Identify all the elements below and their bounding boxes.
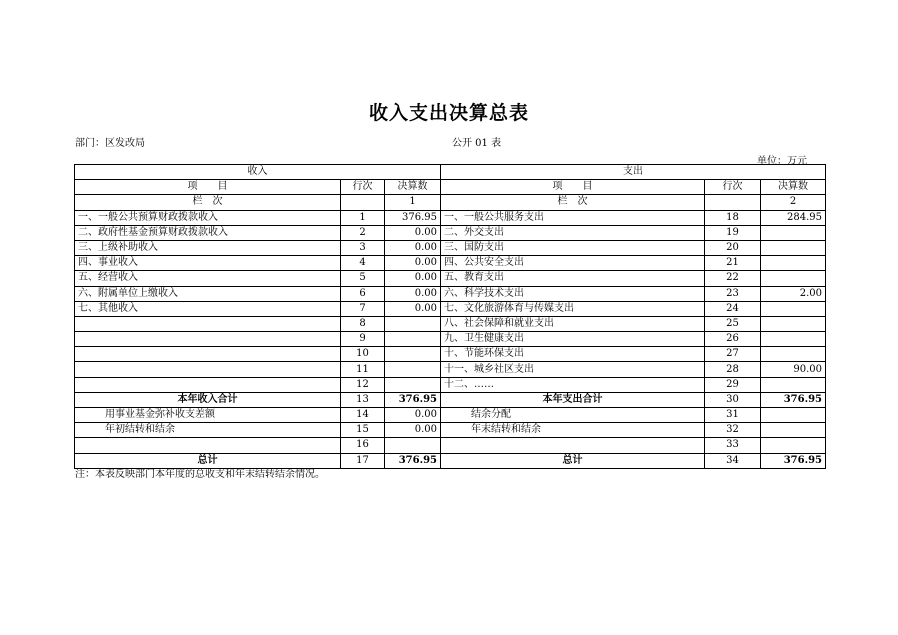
- expense-seq-header: 行次: [705, 180, 761, 195]
- expense-seq-no: 25: [705, 316, 761, 331]
- expense-amount: 284.95: [761, 210, 826, 225]
- expense-seq-no: 20: [705, 240, 761, 255]
- income-seq-no: 15: [341, 423, 385, 438]
- expense-item-name: 三、国防支出: [441, 240, 705, 255]
- expense-item-name: 七、文化旅游体育与传媒支出: [441, 301, 705, 316]
- expense-amount: [761, 316, 826, 331]
- expense-amount: [761, 438, 826, 453]
- table-row: [75, 377, 826, 392]
- column-header-row: [75, 180, 826, 195]
- income-item-name: [75, 438, 341, 453]
- expense-amount: [761, 332, 826, 347]
- expense-item-name: 四、公共安全支出: [441, 256, 705, 271]
- expense-seq-no: 24: [705, 301, 761, 316]
- income-seq-no: 5: [341, 271, 385, 286]
- expense-column-number: 2: [761, 195, 826, 210]
- income-amount: 376.95: [385, 210, 441, 225]
- income-item-name: 四、事业收入: [75, 256, 341, 271]
- expense-seq-no: 33: [705, 438, 761, 453]
- expense-item-name: 十一、城乡社区支出: [441, 362, 705, 377]
- unit-label: 单位：万元: [757, 156, 807, 167]
- department-label: 部门：区发改局: [75, 138, 145, 149]
- income-expense-table: [74, 164, 826, 469]
- expense-item-name: 十二、……: [441, 377, 705, 392]
- income-item-name: 一、一般公共预算财政拨款收入: [75, 210, 341, 225]
- income-amount: [385, 362, 441, 377]
- expense-seq-no: 31: [705, 408, 761, 423]
- expense-item-name: [441, 438, 705, 453]
- income-seq-header: 行次: [341, 180, 385, 195]
- expense-amount: [761, 256, 826, 271]
- income-amount: 376.95: [385, 392, 441, 407]
- expense-seq-no: 22: [705, 271, 761, 286]
- income-item-header: 项 目: [75, 180, 341, 195]
- expense-seq-no: 30: [705, 392, 761, 407]
- income-item-name: [75, 316, 341, 331]
- income-item-name: 五、经营收入: [75, 271, 341, 286]
- table-row: [75, 240, 826, 255]
- income-item-name: 本年收入合计: [75, 392, 341, 407]
- expense-amount: 376.95: [761, 392, 826, 407]
- income-seq-no: 12: [341, 377, 385, 392]
- income-item-name: 三、上级补助收入: [75, 240, 341, 255]
- table-row: [75, 271, 826, 286]
- page-title: 收入支出决算总表: [368, 102, 529, 124]
- expense-seq-no: 34: [705, 453, 761, 468]
- income-column-label: 栏 次: [75, 195, 341, 210]
- income-seq-no: 9: [341, 332, 385, 347]
- income-amount: [385, 438, 441, 453]
- income-seq-no: 8: [341, 316, 385, 331]
- income-item-name: 年初结转和结余: [75, 423, 341, 438]
- income-item-name: 六、附属单位上缴收入: [75, 286, 341, 301]
- expense-item-name: 十、节能环保支出: [441, 347, 705, 362]
- income-item-name: [75, 347, 341, 362]
- income-amount: 0.00: [385, 256, 441, 271]
- form-number: 公开 01 表: [452, 138, 502, 149]
- income-seq-no: 14: [341, 408, 385, 423]
- expense-item-header: 项 目: [441, 180, 705, 195]
- income-seq-no: 2: [341, 225, 385, 240]
- income-amount: 0.00: [385, 408, 441, 423]
- table-row: [75, 301, 826, 316]
- table-row: [75, 438, 826, 453]
- income-seq-no: 16: [341, 438, 385, 453]
- income-item-name: 二、政府性基金预算财政拨款收入: [75, 225, 341, 240]
- income-amount: 0.00: [385, 271, 441, 286]
- expense-item-name: 九、卫生健康支出: [441, 332, 705, 347]
- income-seq-no: 13: [341, 392, 385, 407]
- income-section-header: 收入: [75, 165, 441, 180]
- section-header-row: [75, 165, 826, 180]
- income-seq-no: 11: [341, 362, 385, 377]
- expense-item-name: 年末结转和结余: [441, 423, 705, 438]
- table-row: [75, 362, 826, 377]
- expense-item-name: 一、一般公共服务支出: [441, 210, 705, 225]
- income-seq-no: 17: [341, 453, 385, 468]
- income-item-name: 总计: [75, 453, 341, 468]
- income-amount: 376.95: [385, 453, 441, 468]
- income-column-number: 1: [385, 195, 441, 210]
- expense-seq-no: 26: [705, 332, 761, 347]
- income-seq-no: 10: [341, 347, 385, 362]
- expense-seq-no: 27: [705, 347, 761, 362]
- table-row: [75, 225, 826, 240]
- expense-column-label: 栏 次: [441, 195, 705, 210]
- expense-seq-no: 28: [705, 362, 761, 377]
- expense-amount: [761, 271, 826, 286]
- expense-seq-no: 32: [705, 423, 761, 438]
- income-amount: 0.00: [385, 286, 441, 301]
- expense-amount: [761, 225, 826, 240]
- column-index-row: [75, 195, 826, 210]
- table-row: [75, 316, 826, 331]
- expense-item-name: 六、科学技术支出: [441, 286, 705, 301]
- income-amount: 0.00: [385, 225, 441, 240]
- income-seq-no: 4: [341, 256, 385, 271]
- table-row: [75, 256, 826, 271]
- expense-amount: [761, 347, 826, 362]
- income-seq-no: 7: [341, 301, 385, 316]
- expense-seq-no: 18: [705, 210, 761, 225]
- income-item-name: [75, 377, 341, 392]
- footnote: 注：本表反映部门本年度的总收支和年末结转结余情况。: [75, 469, 325, 480]
- table-row: [75, 347, 826, 362]
- table-row: [75, 210, 826, 225]
- income-amount: [385, 332, 441, 347]
- expense-item-name: 二、外交支出: [441, 225, 705, 240]
- income-seq-index: [341, 195, 385, 210]
- income-item-name: [75, 332, 341, 347]
- expense-amount: [761, 240, 826, 255]
- expense-item-name: 八、社会保障和就业支出: [441, 316, 705, 331]
- income-item-name: [75, 362, 341, 377]
- expense-amount: 2.00: [761, 286, 826, 301]
- income-seq-no: 3: [341, 240, 385, 255]
- income-item-name: 用事业基金弥补收支差额: [75, 408, 341, 423]
- income-amount: 0.00: [385, 240, 441, 255]
- expense-item-name: 结余分配: [441, 408, 705, 423]
- subtotal-row: [75, 392, 826, 407]
- income-seq-no: 6: [341, 286, 385, 301]
- expense-seq-index: [705, 195, 761, 210]
- income-amount: 0.00: [385, 301, 441, 316]
- income-amount-header: 决算数: [385, 180, 441, 195]
- income-amount: [385, 377, 441, 392]
- expense-amount: [761, 423, 826, 438]
- expense-seq-no: 23: [705, 286, 761, 301]
- table-row: [75, 423, 826, 438]
- expense-seq-no: 19: [705, 225, 761, 240]
- expense-item-name: 五、教育支出: [441, 271, 705, 286]
- income-amount: [385, 347, 441, 362]
- expense-seq-no: 21: [705, 256, 761, 271]
- income-seq-no: 1: [341, 210, 385, 225]
- expense-amount: 90.00: [761, 362, 826, 377]
- expense-item-name: 本年支出合计: [441, 392, 705, 407]
- table-row: [75, 332, 826, 347]
- expense-seq-no: 29: [705, 377, 761, 392]
- income-amount: 0.00: [385, 423, 441, 438]
- income-amount: [385, 316, 441, 331]
- expense-amount-header: 决算数: [761, 180, 826, 195]
- table-row: [75, 286, 826, 301]
- expense-item-name: 总计: [441, 453, 705, 468]
- expense-amount: [761, 377, 826, 392]
- expense-amount: 376.95: [761, 453, 826, 468]
- expense-section-header: 支出: [441, 165, 826, 180]
- expense-amount: [761, 408, 826, 423]
- expense-amount: [761, 301, 826, 316]
- income-item-name: 七、其他收入: [75, 301, 341, 316]
- table-row: [75, 408, 826, 423]
